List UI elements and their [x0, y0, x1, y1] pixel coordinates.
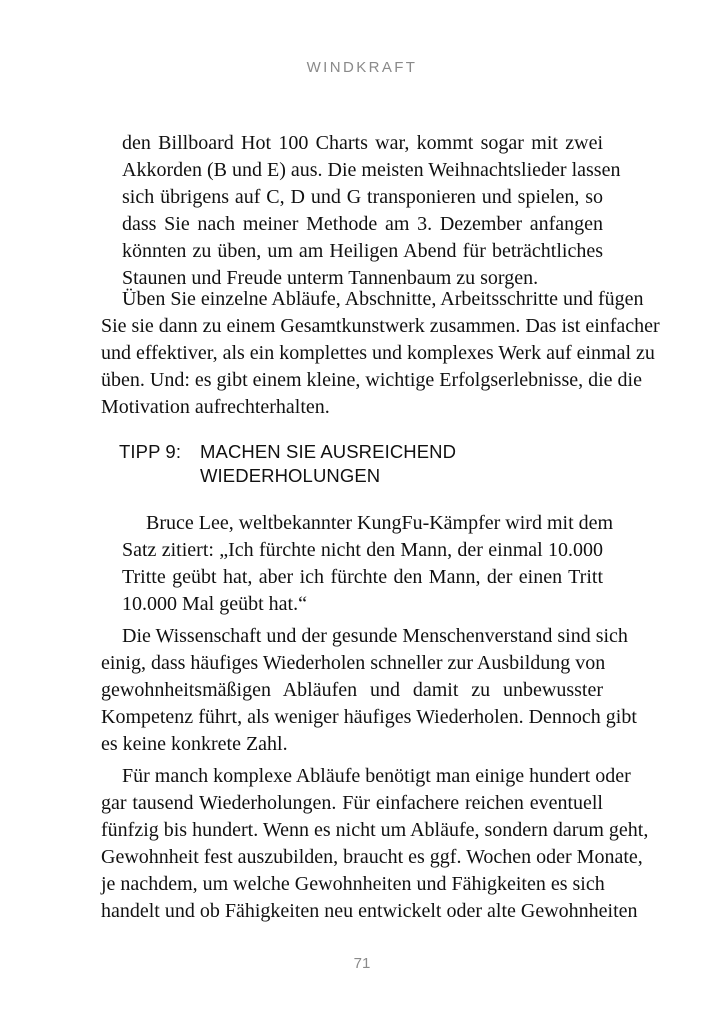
text-line: Bruce Lee, weltbekannter KungFu-Kämpfer wird mit dem [146, 512, 614, 534]
text-line: Satz zitiert: „Ich fürchte nicht den Mann, der einmal 10.000 [122, 539, 603, 561]
text-line: handelt und ob Fähigkeiten neu entwickelt oder alte Gewohnheiten [101, 900, 638, 922]
heading-title-line: WIEDERHOLUNGEN [200, 465, 381, 486]
text-line: üben. Und: es gibt einem kleine, wichtige Erfolgserlebnisse, die die [101, 369, 642, 391]
text-line: es keine konkrete Zahl. [101, 733, 288, 755]
heading-number: TIPP 9: [119, 441, 182, 462]
text-line: einig, dass häufiges Wiederholen schneller zur Ausbildung von [101, 652, 606, 674]
text-line: könnten zu üben, um am Heiligen Abend für beträchtliches [122, 240, 603, 262]
text-line: gar tausend Wiederholungen. Für einfachere reichen eventuell [101, 792, 603, 814]
text-line: fünfzig bis hundert. Wenn es nicht um Abläufe, sondern darum geht, [101, 819, 649, 841]
text-line: je nachdem, um welche Gewohnheiten und Fähigkeiten es sich [101, 873, 605, 895]
text-line: gewohnheitsmäßigen Abläufen und damit zu unbewusster [101, 679, 603, 701]
text-line: 10.000 Mal geübt hat.“ [122, 593, 307, 615]
text-line: Üben Sie einzelne Abläufe, Abschnitte, Arbeitsschritte und fügen [122, 288, 644, 310]
running-head: WINDKRAFT [306, 59, 418, 76]
text-line: und effektiver, als ein komplettes und komplexes Werk auf einmal zu [101, 342, 655, 364]
text-line: Staunen und Freude unterm Tannenbaum zu sorgen. [122, 267, 539, 289]
text-line: Akkorden (B und E) aus. Die meisten Weihnachtslieder lassen [122, 159, 621, 181]
text-line: Gewohnheit fest auszubilden, braucht es ggf. Wochen oder Monate, [101, 846, 643, 868]
text-line: Tritte geübt hat, aber ich fürchte den Mann, der einen Tritt [122, 566, 603, 588]
text-line: dass Sie nach meiner Methode am 3. Dezember anfangen [122, 213, 603, 235]
heading-title-line: MACHEN SIE AUSREICHEND [200, 441, 457, 462]
page-number: 71 [353, 955, 371, 972]
text-line: Für manch komplexe Abläufe benötigt man einige hundert oder [122, 765, 631, 787]
text-line: sich übrigens auf C, D und G transponieren und spielen, so [122, 186, 603, 208]
text-line: den Billboard Hot 100 Charts war, kommt sogar mit zwei [122, 132, 603, 154]
text-line: Sie sie dann zu einem Gesamtkunstwerk zusammen. Das ist einfacher [101, 315, 660, 337]
text-line: Die Wissenschaft und der gesunde Menschenverstand sind sich [122, 625, 628, 647]
text-line: Motivation aufrechterhalten. [101, 396, 330, 418]
text-line: Kompetenz führt, als weniger häufiges Wiederholen. Dennoch gibt [101, 706, 637, 728]
